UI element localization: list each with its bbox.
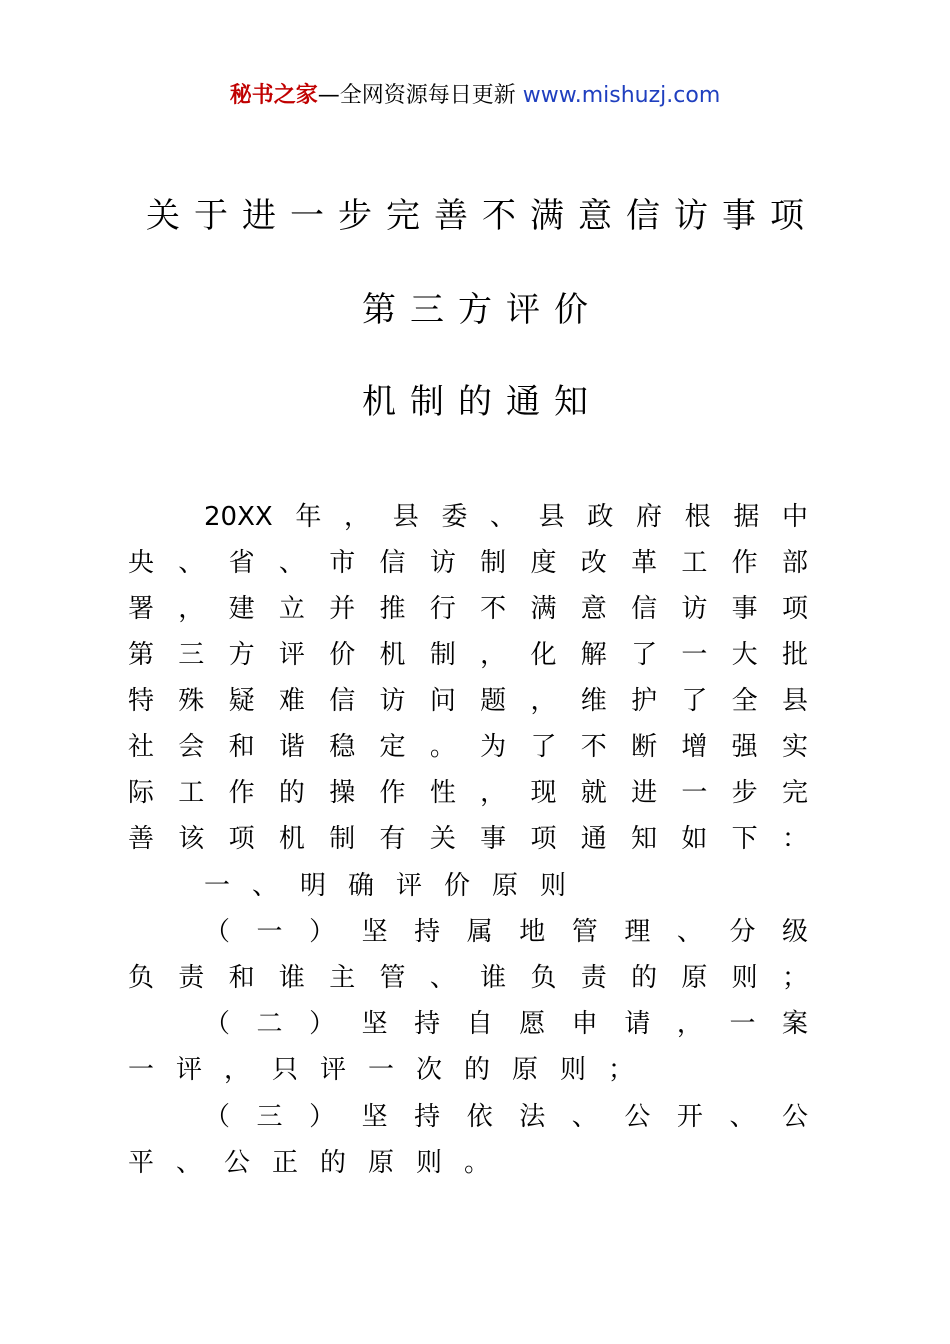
principle-line: （三）坚持依法、公开、公 (204, 1102, 808, 1132)
document-title-line-2: 第三方评价 (362, 290, 602, 330)
document-title-line-1: 关于进一步完善不满意信访事项 (146, 196, 818, 236)
site-tagline: —全网资源每日更新 (317, 83, 516, 108)
section-heading: 一、明确评价原则 (204, 871, 589, 901)
paragraph-line: 善该项机制有关事项通知如下： (128, 824, 808, 854)
principle-line: （二）坚持自愿申请，一案 (204, 1009, 808, 1039)
paragraph-line: 署，建立并推行不满意信访事项 (128, 594, 808, 624)
paragraph-line: 20XX年，县委、县政府根据中 (204, 502, 808, 532)
paragraph-line: 第三方评价机制，化解了一大批 (128, 640, 808, 670)
paragraph-line: 社会和谐稳定。为了不断增强实 (128, 732, 808, 762)
principle-line: 一评，只评一次的原则； (128, 1055, 657, 1085)
document-title-line-3: 机制的通知 (362, 382, 602, 422)
site-url-link[interactable]: www.mishuzj.com (522, 83, 721, 108)
principle-line: 平、公正的原则。 (128, 1148, 513, 1178)
site-brand: 秘书之家 (229, 83, 318, 108)
site-header (0, 80, 950, 112)
principle-line: （一）坚持属地管理、分级 (204, 917, 808, 947)
paragraph-line: 际工作的操作性，现就进一步完 (128, 778, 808, 808)
principle-line: 负责和谁主管、谁负责的原则； (128, 963, 808, 993)
paragraph-line: 特殊疑难信访问题，维护了全县 (128, 686, 808, 716)
paragraph-line: 央、省、市信访制度改革工作部 (128, 548, 808, 578)
